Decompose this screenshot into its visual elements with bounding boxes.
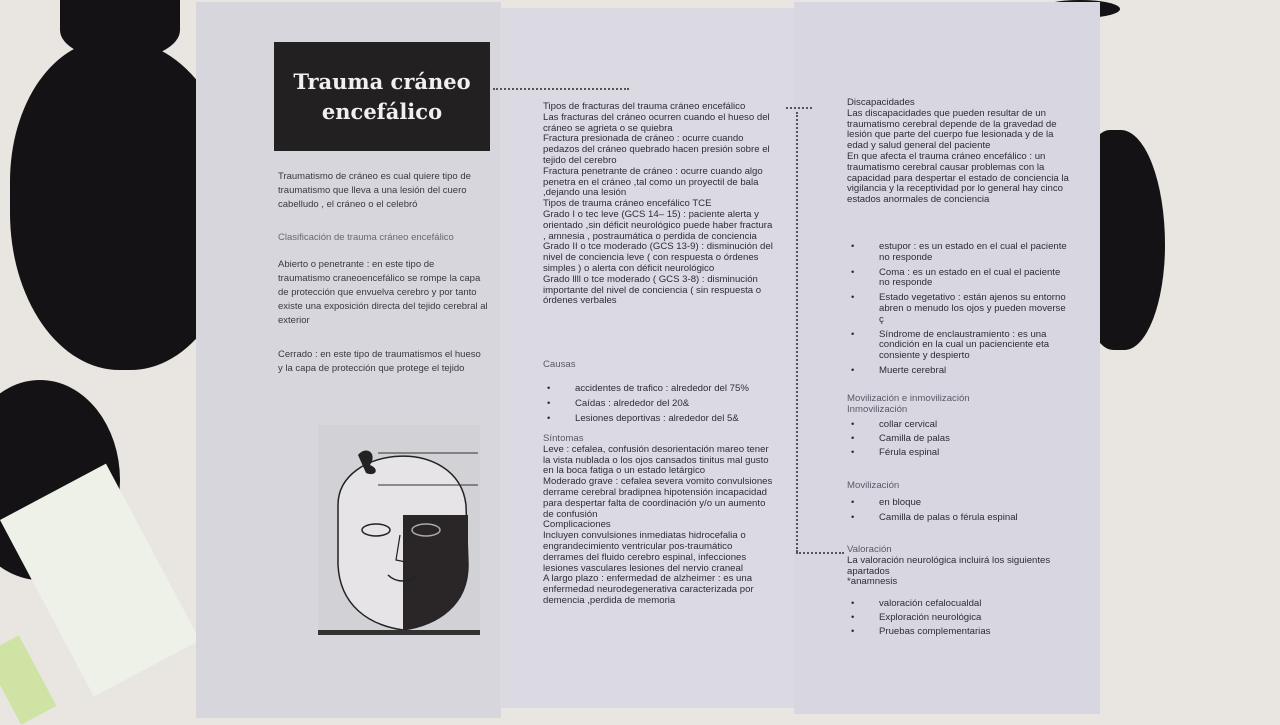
discapacidades-line: En que afecta el trauma cráneo encefálico : un traumatismo cerebral causar problemas con la capacidad para despertar el estado de conciencia la vigilancia y la receptividad por lo general hay cinco estados anormales de conciencia	[847, 150, 1069, 206]
sintomas-line: Incluyen convulsiones inmediatas hidrocefalia o engrandecimiento ventricular pos-traumático derrames del fluido cerebro espinal, infecciones lesiones vasculares lesiones del nervio craneal	[543, 530, 747, 574]
discapacidades-section	[847, 98, 1069, 206]
fracturas-line: Grado II o tce moderado (GCS 13-9) : disminución del nivel de conciencia leve ( con respuesta o órdenes simples ) o alerta con déficit neurológico	[543, 241, 773, 274]
list-item: • Pruebas complementarias	[847, 627, 1069, 638]
fracturas-line: Fractura presionada de cráneo : ocurre cuando pedazos del cráneo quebrado hacen presión sobre el tejido del cerebro	[543, 133, 770, 166]
paper-corner	[0, 635, 56, 724]
cow-print-spot	[60, 0, 180, 60]
cerrado-text: Cerrado : en este tipo de traumatismos el hueso y la capa de protección que protege el tejido	[278, 349, 481, 374]
skull-illustration	[318, 425, 480, 635]
sintomas-line: A largo plazo : enfermedad de alzheimer : es una enfermedad neurodegenerativa caracterizada por demencia ,perdida de memoria	[543, 573, 754, 606]
list-item: • Caídas : alrededor del 20&	[543, 399, 775, 410]
list-item: • collar cervical	[847, 420, 1069, 431]
inmovilizacion-list	[847, 420, 1069, 458]
list-item: • accidentes de trafico : alrededor del 75%	[543, 384, 775, 395]
sintomas-line: Moderado grave : cefalea severa vomito convulsiones derrame cerebral bradipnea hipotensión incapacidad para despertar falta de coordinación y/o un aumento de confusión	[543, 476, 773, 520]
list-item: • Lesiones deportivas : alrededor del 5&	[543, 414, 775, 425]
movilizacion-inmovilizacion-heading: Movilización e inmovilización	[847, 393, 970, 404]
list-item: • Camilla de palas	[847, 434, 1069, 445]
discapacidades-heading: Discapacidades	[847, 97, 915, 108]
list-item: • Síndrome de enclaustramiento : es una condición en la cual un pacienciente eta consiente y despierto	[847, 330, 1069, 362]
movilizacion-list	[847, 498, 1069, 524]
title-line-1: Trauma cráneo	[293, 68, 471, 94]
abierto-text: Abierto o penetrante : en este tipo de traumatismo craneoencefálico se rompe la capa de protección que envuelva cerebro y por tanto existe una exposición directa del tejido cerebral al exterior	[278, 259, 488, 326]
fracturas-section	[543, 102, 775, 307]
list-item: • Camilla de palas o férula espinal	[847, 513, 1069, 524]
movilizacion-heading: Movilización	[847, 480, 900, 491]
list-item: • valoración cefalocualdal	[847, 599, 1069, 610]
valoracion-heading: Valoración	[847, 544, 892, 555]
dotted-line	[493, 88, 629, 90]
sintomas-section	[543, 434, 775, 607]
intro-text: Traumatismo de cráneo es cual quiere tipo de traumatismo que lleva a una lesión del cuero cabelludo , el cráneo o el celebró	[278, 171, 471, 210]
fracturas-line: Tipos de fracturas del trauma cráneo encefálico	[543, 101, 746, 112]
fracturas-line: Grado llll o tce moderado ( GCS 3-8) : disminución importante del nivel de conciencia ( sin respuesta o órdenes verbales	[543, 273, 762, 307]
dotted-line	[786, 107, 812, 109]
valoracion-text: La valoración neurológica incluirá los siguientes apartados	[847, 554, 1051, 577]
causas-list	[543, 384, 775, 424]
anamnesis-text: *anamnesis	[847, 576, 898, 588]
sintomas-line: Complicaciones	[543, 519, 611, 531]
list-item: • Exploración neurológica	[847, 613, 1069, 624]
fracturas-line: Grado I o tec leve (GCS 14– 15) : paciente alerta y orientado ,sin déficit neurológico puede haber fractura , amnesia , postraumática o perdida de conciencia	[543, 208, 773, 242]
brochure-title	[274, 42, 490, 151]
list-item: • Estado vegetativo : están ajenos su entorno abren o menudo los ojos y pueden moverse ç	[847, 293, 1069, 325]
causas-heading: Causas	[543, 359, 576, 370]
inmovilizacion-heading: Inmovilización	[847, 404, 908, 415]
dotted-line	[796, 552, 844, 554]
valoracion-list	[847, 599, 1069, 637]
list-item: • Férula espinal	[847, 448, 1069, 459]
discapacidades-line: Las discapacidades que pueden resultar de un traumatismo cerebral depende de la gravedad de lesión que parte del cuerpo fue lesionada y de la edad y salud general del paciente	[847, 107, 1057, 152]
fracturas-line: Tipos de trauma cráneo encefálico TCE	[543, 198, 712, 210]
sintomas-line: Leve : cefalea, confusión desorientación mareo tener la vista nublada o los ojos cansados tinitus mal gusto en la boca fatiga o un estado letárgico	[543, 443, 769, 477]
list-item: • Coma : es un estado en el cual el paciente no responde	[847, 268, 1069, 290]
fracturas-line: Las fracturas del cráneo ocurren cuando el hueso del cráneo se agrieta o se quiebra	[543, 111, 770, 134]
sintomas-heading: Síntomas	[543, 433, 584, 444]
list-item: • estupor : es un estado en el cual el paciente no responde	[847, 242, 1069, 264]
title-line-2: encefálico	[321, 98, 443, 124]
estados-list	[847, 242, 1069, 377]
dotted-line	[796, 112, 798, 552]
clasificacion-heading: Clasificación de trauma cráneo encefálico	[278, 232, 454, 243]
list-item: • en bloque	[847, 498, 1069, 509]
list-item: • Muerte cerebral	[847, 366, 1069, 377]
fracturas-line: Fractura penetrante de cráneo : ocurre cuando algo penetra en el cráneo ,tal como un proyectil de bala ,dejando una lesión	[543, 165, 763, 199]
valoracion-section	[847, 545, 1069, 588]
